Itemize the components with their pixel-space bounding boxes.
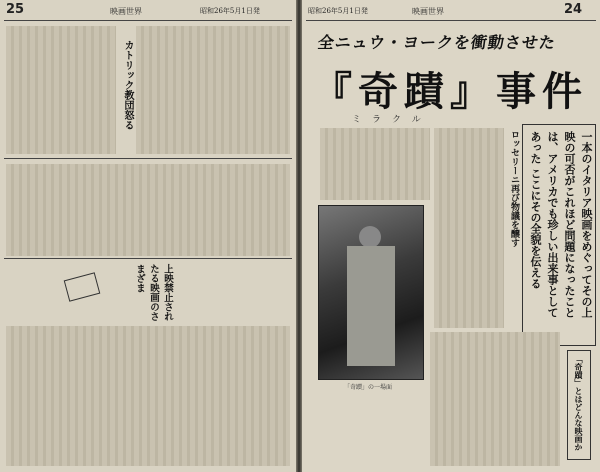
lede-line: あった ここにその全貌を伝える xyxy=(529,131,542,289)
text-column xyxy=(434,128,504,328)
info-box-title: 「奇蹟」とはどんな映画か xyxy=(574,355,583,451)
film-still-photo xyxy=(318,205,424,380)
notice-line: 上映禁止され xyxy=(162,264,173,321)
left-page xyxy=(0,0,296,472)
running-header: 映画世界 xyxy=(412,7,444,16)
running-header: 映画世界 xyxy=(110,7,142,16)
notice-box xyxy=(10,262,180,322)
column-rule xyxy=(4,158,292,159)
text-column xyxy=(6,164,290,256)
issue-date: 昭和26年5月1日発 xyxy=(308,7,368,15)
lede-box xyxy=(522,124,596,346)
figure-body xyxy=(347,246,395,366)
column-rule xyxy=(4,258,292,259)
title-ruby: ミラクル xyxy=(352,115,432,125)
figure-head xyxy=(359,226,381,248)
notice-line: まざま xyxy=(134,264,145,293)
section-heading: カトリック教団怒る xyxy=(122,40,133,130)
info-box xyxy=(567,350,591,460)
header-rule xyxy=(306,20,596,21)
page-number: 25 xyxy=(6,2,25,17)
text-column xyxy=(320,128,430,200)
text-column xyxy=(6,26,116,154)
lede-line: は、アメリカでも珍しい出来事として xyxy=(546,131,559,318)
text-column xyxy=(6,326,290,466)
photo-caption: 「奇蹟」の一場面 xyxy=(344,384,393,391)
issue-date: 昭和26年5月1日発 xyxy=(200,7,260,15)
title-kicker: 全ニュウ・ヨークを衝動させた xyxy=(316,33,558,52)
text-column xyxy=(430,332,560,466)
lede-line: 一本のイタリア映画をめぐってその上 xyxy=(580,131,593,318)
page-number: 24 xyxy=(564,2,583,17)
header-rule xyxy=(4,20,292,21)
lede-line: 映の可否がこれほど問題になったこと xyxy=(563,131,576,318)
notice-line: たる映画のさ xyxy=(148,264,159,321)
reel-icon xyxy=(64,272,101,302)
page-title: 『奇蹟』事件 xyxy=(312,69,588,115)
text-column xyxy=(136,26,290,154)
subhead: ロッセリーニ再び物議を醸す xyxy=(509,130,519,247)
